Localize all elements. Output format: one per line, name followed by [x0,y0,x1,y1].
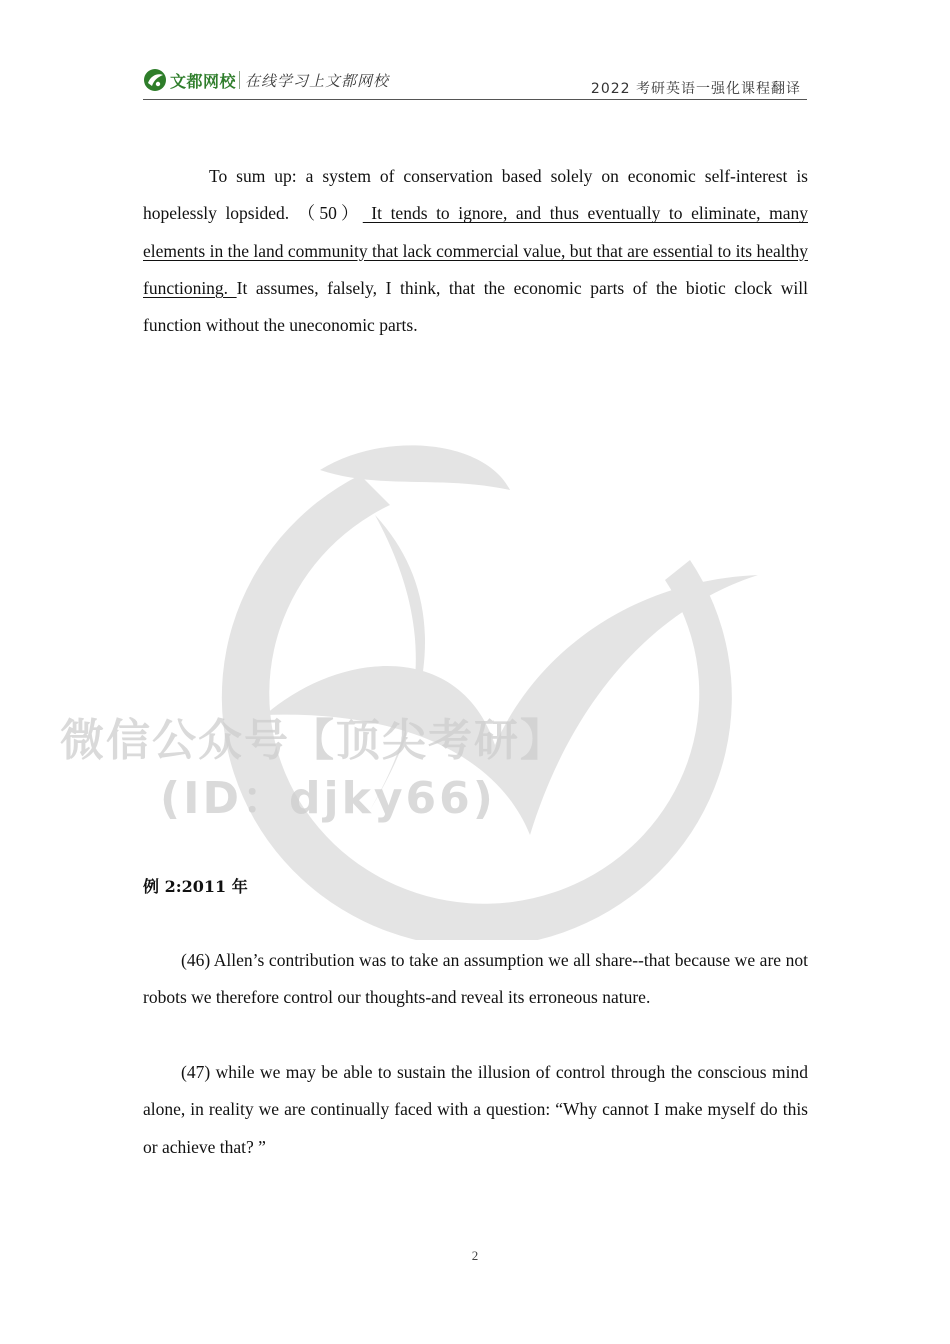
example-heading: 例 2:2011 年 [143,877,248,896]
logo-name: 文都网校 [170,72,237,91]
logo-leaf-icon [143,68,167,92]
passage-paragraph-50 [143,158,808,344]
paragraph-text: (47) while we may be able to sustain the illusion of control through the conscious mind alone, in reality we are continually faced with a question: “Why cannot I make myself do this or achieve that? ” [143,1062,808,1157]
document-title: 2022 考研英语一强化课程翻译 [590,81,801,97]
passage-paragraph-46 [143,942,808,1017]
watermark-line: 微信公众号【顶尖考研】 [60,715,566,766]
logo-divider [239,71,240,89]
page-number: 2 [471,1248,479,1263]
page-header [143,66,807,100]
logo-slogan: 在线学习上文都网校 [245,72,390,90]
watermark-id-line: (ID：djky66) [160,773,496,824]
underlined-translation-target: It tends to ignore, and thus eventually to eliminate, many elements in the land community that lack commercial value, but that are essential to its healthy functioning. [143,203,808,298]
paragraph-text: It assumes, falsely, I think, that the economic parts of the biotic clock will function without the uneconomic parts. [143,277,808,336]
passage-paragraph-47 [143,1054,808,1166]
paragraph-text: (46) Allen’s contribution was to take an assumption we all share--that because we are not robots we therefore control our thoughts-and reveal its erroneous nature. [143,950,808,1008]
watermark-logo-icon [210,415,770,940]
paragraph-text: To sum up: a system of conservation based solely on economic self-interest is hopelessly lopsided. （50） [143,166,808,224]
watermark-text [60,712,566,828]
